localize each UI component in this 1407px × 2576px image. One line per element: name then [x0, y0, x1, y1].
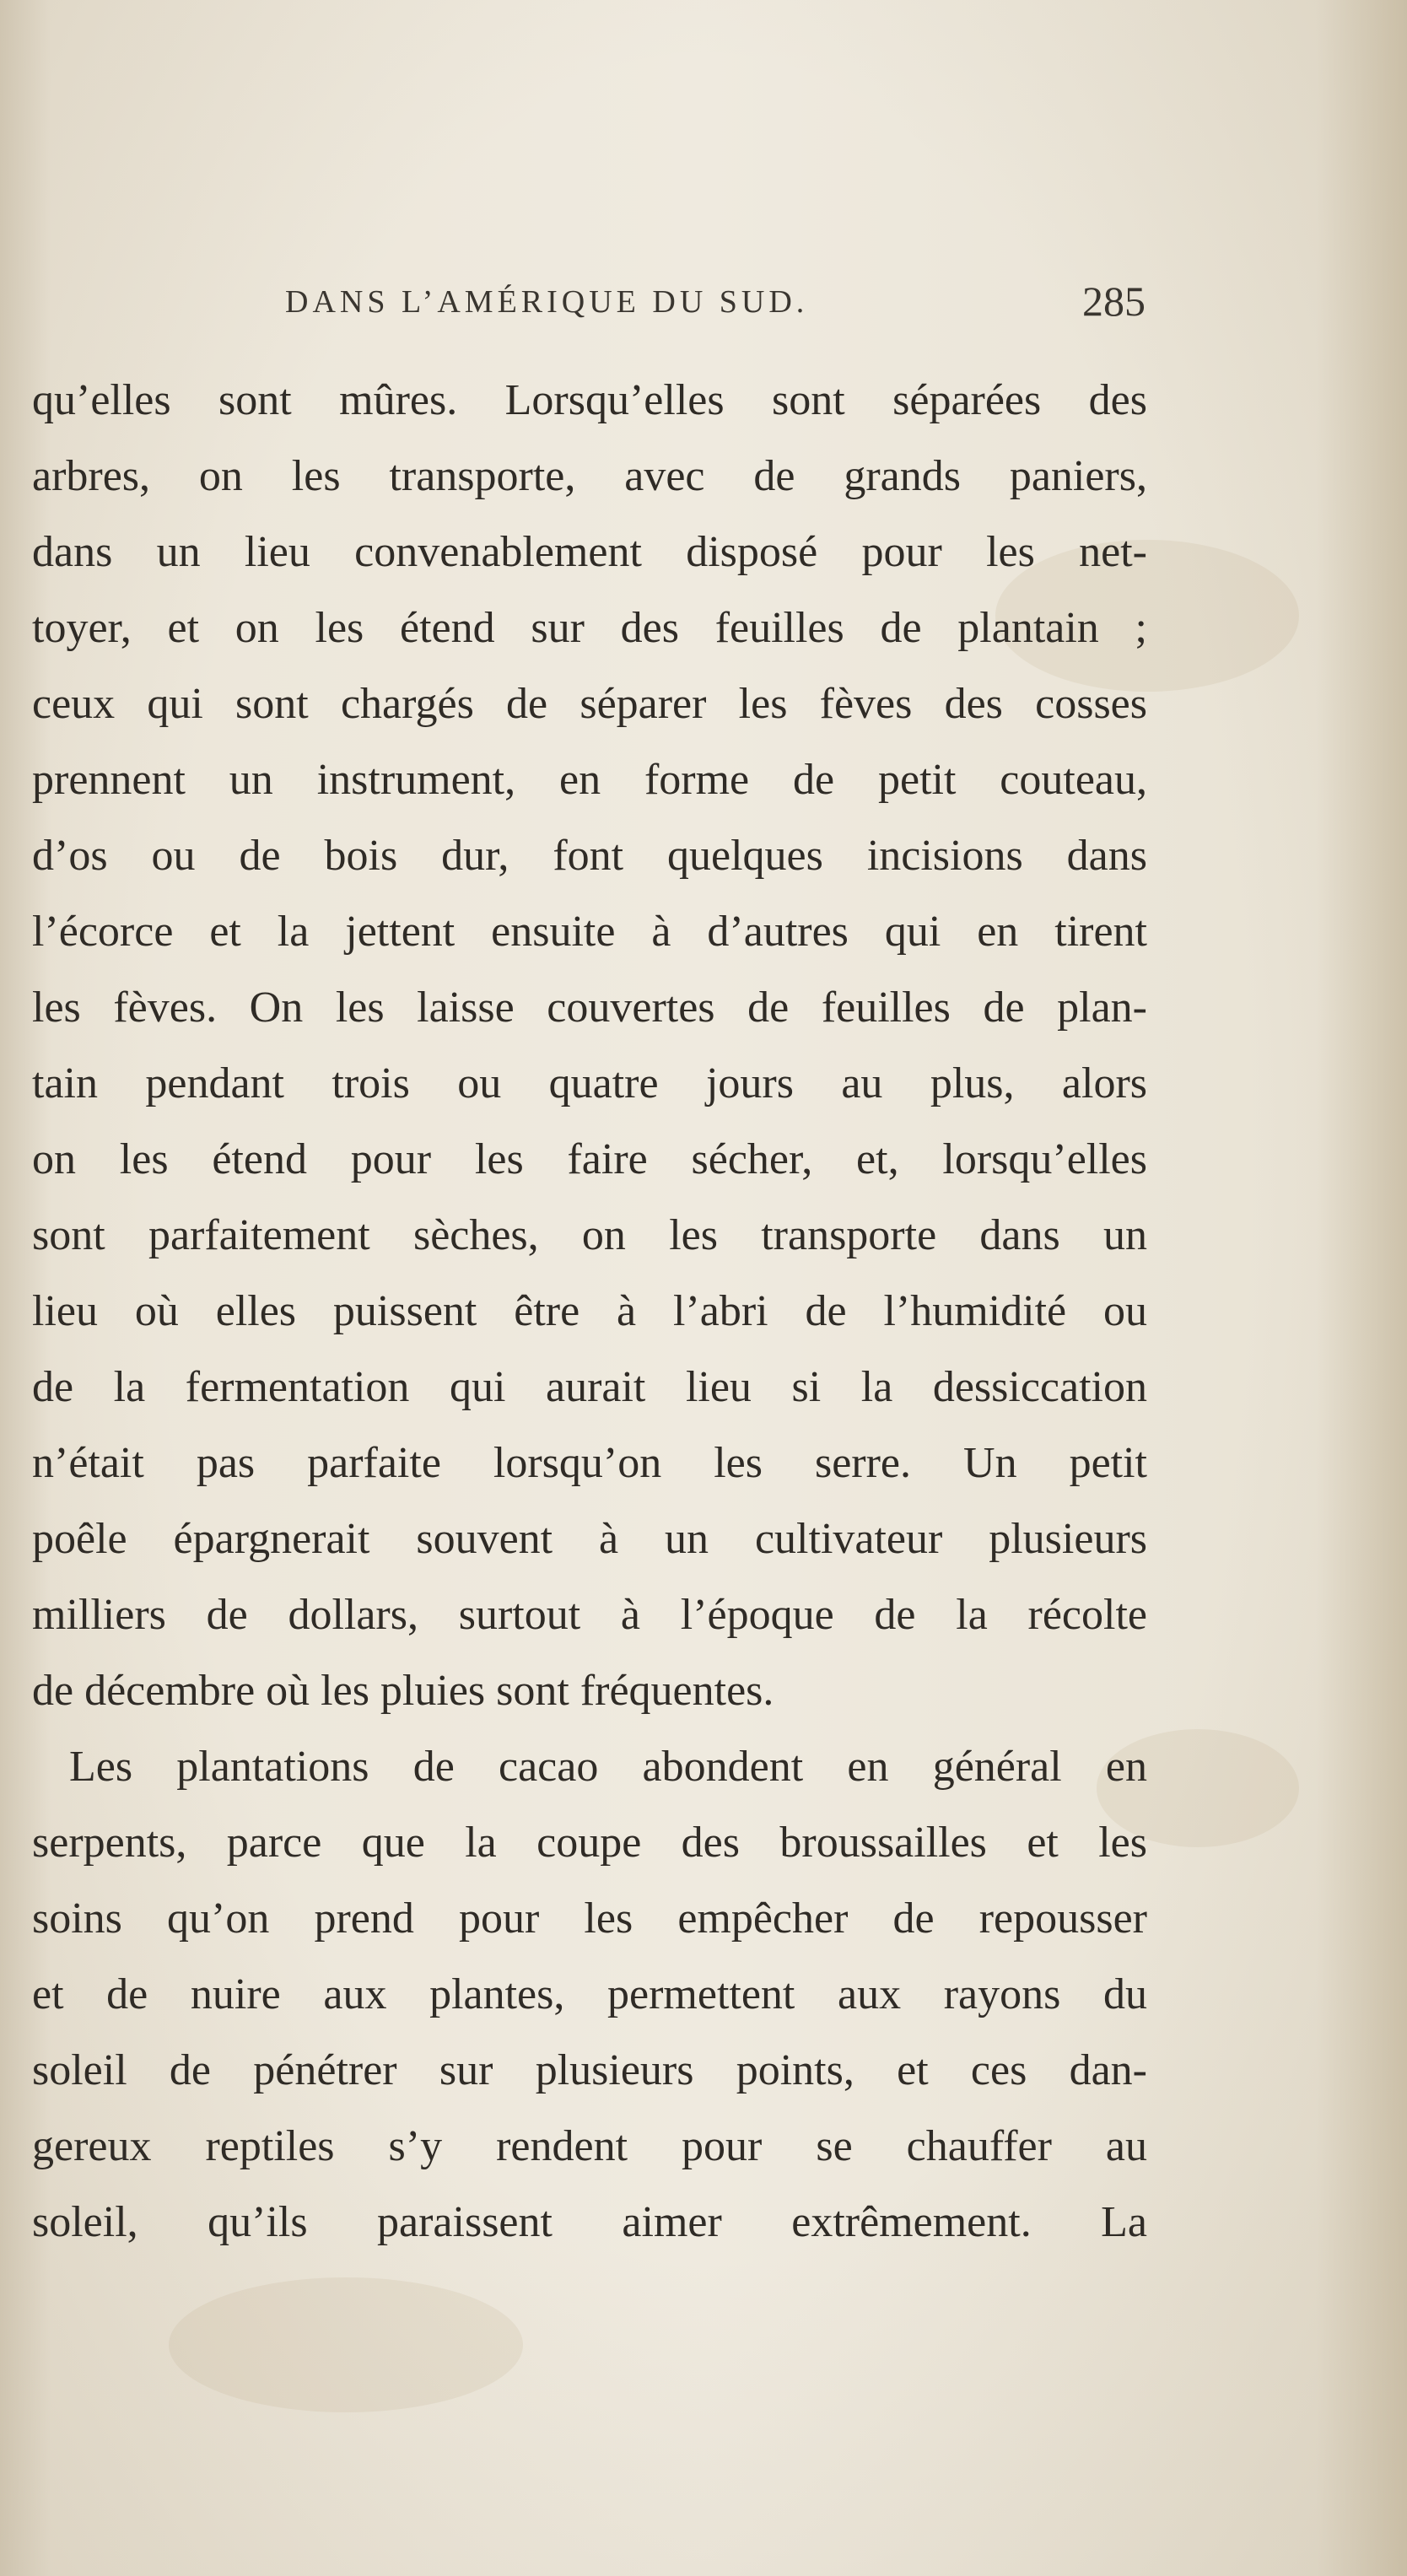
text-line: gereux reptiles s’y rendent pour se chauffer au — [32, 2122, 1147, 2170]
text-line: ceux qui sont chargés de séparer les fèves des cosses — [32, 680, 1147, 728]
page-number: 285 — [1082, 278, 1146, 325]
text-line: et de nuire aux plantes, permettent aux rayons du — [32, 1970, 1147, 2018]
paper-stain — [169, 2277, 523, 2412]
text-line: on les étend pour les faire sécher, et, lorsqu’elles — [32, 1135, 1147, 1183]
running-head — [285, 277, 1146, 327]
text-line: toyer, et on les étend sur des feuilles de plantain ; — [32, 604, 1147, 652]
text-line: milliers de dollars, surtout à l’époque de la récolte — [32, 1591, 1147, 1639]
text-line: les fèves. On les laisse couvertes de feuilles de plan- — [32, 984, 1147, 1032]
text-line: sont parfaitement sèches, on les transporte dans un — [32, 1211, 1147, 1259]
text-line: l’écorce et la jettent ensuite à d’autres qui en tirent — [32, 908, 1147, 956]
text-line: soleil de pénétrer sur plusieurs points, et ces dan- — [32, 2046, 1147, 2094]
text-line: qu’elles sont mûres. Lorsqu’elles sont séparées des — [32, 376, 1147, 424]
running-title: DANS L’AMÉRIQUE DU SUD. — [285, 284, 809, 320]
text-line: soleil, qu’ils paraissent aimer extrêmement. La — [32, 2198, 1147, 2246]
text-line: n’était pas parfaite lorsqu’on les serre. Un petit — [32, 1439, 1147, 1487]
text-line: arbres, on les transporte, avec de grands paniers, — [32, 452, 1147, 500]
text-line: prennent un instrument, en forme de petit couteau, — [32, 756, 1147, 804]
text-line: Les plantations de cacao abondent en général en — [69, 1743, 1147, 1791]
text-line: soins qu’on prend pour les empêcher de repousser — [32, 1894, 1147, 1943]
body-text — [32, 363, 1147, 2261]
text-line: de décembre où les pluies sont fréquentes. — [32, 1667, 774, 1715]
text-line: dans un lieu convenablement disposé pour les net- — [32, 528, 1147, 576]
text-line: d’os ou de bois dur, font quelques incisions dans — [32, 832, 1147, 880]
text-line: lieu où elles puissent être à l’abri de l’humidité ou — [32, 1287, 1147, 1335]
text-line: de la fermentation qui aurait lieu si la dessiccation — [32, 1363, 1147, 1411]
text-line: serpents, parce que la coupe des broussailles et les — [32, 1819, 1147, 1867]
text-line: poêle épargnerait souvent à un cultivateur plusieurs — [32, 1515, 1147, 1563]
text-line: tain pendant trois ou quatre jours au plus, alors — [32, 1059, 1147, 1107]
